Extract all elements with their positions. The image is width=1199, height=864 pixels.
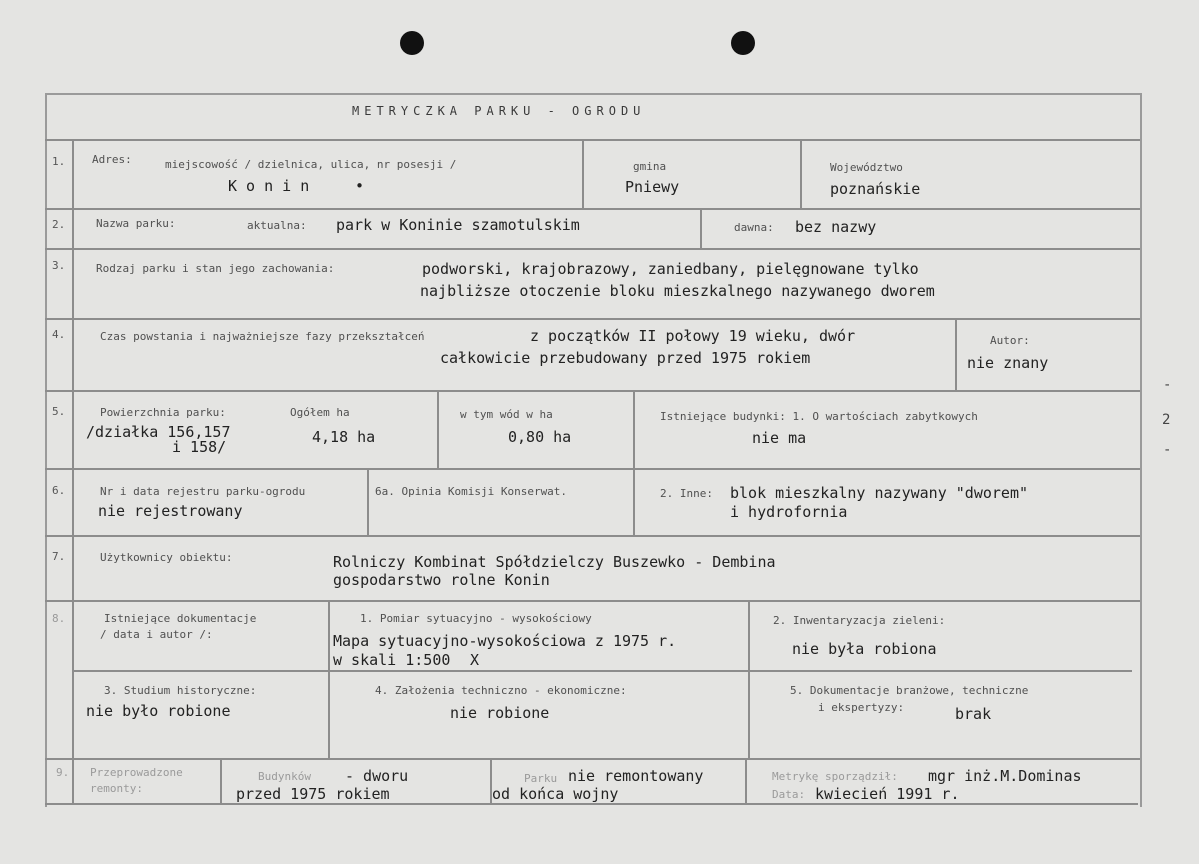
users-value-line2: gospodarstwo rolne Konin xyxy=(333,571,550,589)
col-line xyxy=(745,759,747,804)
row-line xyxy=(45,758,1140,760)
history-study-value: nie było robione xyxy=(86,702,231,720)
park-type-value-line2: najbliższe otoczenie bloku mieszkalnego nazywanego dworem xyxy=(420,282,935,300)
voivodeship-value: poznańskie xyxy=(830,180,921,198)
col-line xyxy=(220,759,222,804)
author-label: Autor: xyxy=(990,334,1030,347)
date-label: Data: xyxy=(772,788,806,801)
creation-value-line1: z początków II połowy 19 wieku, dwór xyxy=(530,327,856,345)
other-buildings-label: 2. Inne: xyxy=(660,487,713,500)
survey-label: 1. Pomiar sytuacyjno - wysokościowy xyxy=(360,612,592,625)
date-value: kwiecień 1991 r. xyxy=(815,785,960,803)
col-line xyxy=(367,469,369,535)
park-repairs-label: Parku xyxy=(524,772,558,785)
row-number: 1. xyxy=(52,155,66,168)
expertise-value: brak xyxy=(955,705,992,723)
creation-value-line2: całkowicie przebudowany przed 1975 rokiem xyxy=(440,349,811,367)
other-buildings-value-line2: i hydrofornia xyxy=(730,503,848,521)
col-line xyxy=(955,319,957,390)
park-repairs-value-line1: nie remontowany xyxy=(568,767,704,785)
park-repairs-value-line2: od końca wojny xyxy=(492,785,619,803)
row-line xyxy=(45,390,1140,392)
row-line xyxy=(45,600,1140,602)
former-name-label: dawna: xyxy=(734,221,774,234)
page-marker-bottom: - xyxy=(1163,442,1172,458)
prepared-by-label: Metrykę sporządził: xyxy=(772,770,898,783)
row-number: 8. xyxy=(52,612,66,625)
voivodeship-label: Województwo xyxy=(830,161,903,174)
users-value-line1: Rolniczy Kombinat Spółdzielczy Buszewko - Dembina xyxy=(333,553,776,571)
greenery-value: nie była robiona xyxy=(792,640,937,658)
area-value-line1: /działka 156,157 xyxy=(86,423,231,441)
park-name-label: Nazwa parku: xyxy=(96,217,176,230)
gmina-label: gmina xyxy=(633,160,667,173)
row-number: 2. xyxy=(52,218,66,231)
users-label: Użytkownicy obiektu: xyxy=(100,551,233,564)
current-name-value: park w Koninie szamotulskim xyxy=(336,216,580,234)
water-area-label: w tym wód w ha xyxy=(460,408,553,421)
col-line xyxy=(700,209,702,248)
col-line xyxy=(582,140,584,208)
address-value: K o n i n xyxy=(228,177,310,195)
other-buildings-value-line1: blok mieszkalny nazywany "dworem" xyxy=(730,484,1029,502)
row-line xyxy=(45,468,1140,470)
buildings-repairs-value-line2: przed 1975 rokiem xyxy=(236,785,390,803)
row-number: 7. xyxy=(52,550,66,563)
register-value: nie rejestrowany xyxy=(98,502,243,520)
area-value-line2: i 158/ xyxy=(172,438,227,456)
buildings-repairs-label: Budynków xyxy=(258,770,311,783)
prepared-by-value: mgr inż.M.Dominas xyxy=(928,767,1082,785)
row-line xyxy=(45,535,1140,537)
documentation-label-line2: / data i autor /: xyxy=(100,628,213,641)
row-number: 3. xyxy=(52,259,66,272)
col-line xyxy=(328,601,330,758)
col-line xyxy=(748,601,750,758)
address-label: Adres: xyxy=(92,153,132,166)
repairs-label-line1: Przeprowadzone xyxy=(90,766,183,779)
document-title: METRYCZKA PARKU - OGRODU xyxy=(352,104,646,118)
punch-hole-left xyxy=(400,31,424,55)
park-type-label: Rodzaj parku i stan jego zachowania: xyxy=(96,262,335,275)
row-number: 5. xyxy=(52,405,66,418)
opinion-label: 6a. Opinia Komisji Konserwat. xyxy=(375,485,568,498)
row-number: 9. xyxy=(56,766,70,779)
total-area-label: Ogółem ha xyxy=(290,406,350,419)
bottom-line xyxy=(45,803,1138,805)
page-marker-top: - xyxy=(1163,377,1172,393)
greenery-label: 2. Inwentaryzacja zieleni: xyxy=(773,614,946,627)
col-line xyxy=(633,391,635,535)
documentation-label-line1: Istniejące dokumentacje xyxy=(104,612,257,625)
col-line xyxy=(437,391,439,468)
row-line xyxy=(45,248,1140,250)
expertise-label-line1: 5. Dokumentacje branżowe, techniczne xyxy=(790,684,1029,697)
survey-strike-mark: X xyxy=(470,651,480,669)
survey-value-line2: w skali 1:500 xyxy=(333,651,451,669)
row-number: 6. xyxy=(52,484,66,497)
buildings-value: nie ma xyxy=(752,429,807,447)
row-line xyxy=(72,670,1132,672)
page-marker-number: 2 xyxy=(1162,412,1171,428)
address-sublabel: miejscowość / dzielnica, ulica, nr posesji / xyxy=(165,158,457,171)
expertise-label-line2: i ekspertyzy: xyxy=(818,701,905,714)
creation-label: Czas powstania i najważniejsze fazy przekształceń xyxy=(100,330,425,343)
row-line xyxy=(45,139,1140,141)
author-value: nie znany xyxy=(967,354,1049,372)
water-area-value: 0,80 ha xyxy=(508,428,572,446)
row-line xyxy=(45,318,1140,320)
register-label: Nr i data rejestru parku-ogrodu xyxy=(100,485,306,498)
area-label: Powierzchnia parku: xyxy=(100,406,226,419)
buildings-label: Istniejące budynki: 1. O wartościach zabytkowych xyxy=(660,410,978,423)
repairs-label-line2: remonty: xyxy=(90,782,143,795)
punch-hole-right xyxy=(731,31,755,55)
survey-value-line1: Mapa sytuacyjno-wysokościowa z 1975 r. xyxy=(333,632,677,650)
former-name-value: bez nazwy xyxy=(795,218,877,236)
history-study-label: 3. Studium historyczne: xyxy=(104,684,257,697)
row-number: 4. xyxy=(52,328,66,341)
gmina-value: Pniewy xyxy=(625,178,680,196)
technical-value: nie robione xyxy=(450,704,550,722)
address-dot: • xyxy=(355,177,365,195)
park-type-value-line1: podworski, krajobrazowy, zaniedbany, pielęgnowane tylko xyxy=(422,260,919,278)
col-line xyxy=(800,140,802,208)
total-area-value: 4,18 ha xyxy=(312,428,376,446)
current-name-label: aktualna: xyxy=(247,219,307,232)
number-column-line xyxy=(72,140,74,804)
buildings-repairs-value-line1: - dworu xyxy=(345,767,409,785)
technical-label: 4. Założenia techniczno - ekonomiczne: xyxy=(375,684,627,697)
row-line xyxy=(45,208,1140,210)
